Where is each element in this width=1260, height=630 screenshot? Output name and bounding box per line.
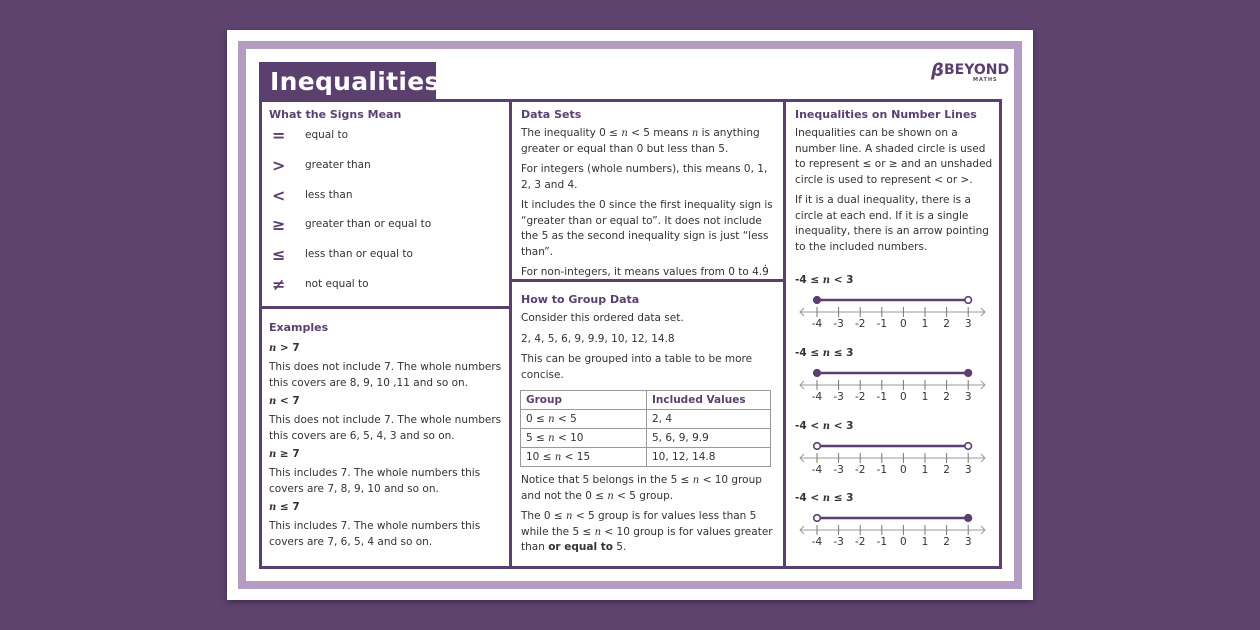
svg-text:1: 1 bbox=[921, 464, 929, 476]
example-item bbox=[269, 500, 505, 550]
signs-panel bbox=[259, 99, 512, 309]
group-data-final: The 0 ≤ n < 5 group is for values less than 5 while the 5 ≤ n < 10 group is for values greater than or equal to 5. bbox=[521, 510, 773, 553]
svg-text:-1: -1 bbox=[876, 391, 888, 403]
sign-label: greater than or equal to bbox=[305, 218, 432, 231]
svg-text:2: 2 bbox=[943, 391, 950, 403]
svg-text:2: 2 bbox=[943, 536, 950, 548]
group-data-p2: This can be grouped into a table to be more concise. bbox=[521, 353, 753, 381]
table-header-row bbox=[521, 391, 771, 410]
sign-symbol: ≤ bbox=[272, 245, 286, 265]
group-cell: 0 ≤ n < 5 bbox=[521, 410, 647, 429]
svg-text:3: 3 bbox=[964, 318, 972, 330]
example-text: This does not include 7. The whole numbers this covers are 6, 5, 4, 3 and so on. bbox=[269, 414, 502, 442]
example-inequality: n ≥ 7 bbox=[269, 448, 300, 460]
number-line-label: -4 < n ≤ 3 bbox=[795, 492, 854, 504]
number-lines-p2: If it is a dual inequality, there is a circle at each end. If it is a single inequality, there is an arrow pointing to the included numbers. bbox=[795, 194, 989, 253]
example-text: This includes 7. The whole numbers this covers are 7, 6, 5, 4 and so on. bbox=[269, 520, 481, 548]
svg-text:-4: -4 bbox=[811, 464, 823, 476]
svg-text:2: 2 bbox=[943, 318, 950, 330]
example-text: This includes 7. The whole numbers this covers are 7, 8, 9, 10 and so on. bbox=[269, 467, 481, 495]
example-inequality: n < 7 bbox=[269, 395, 300, 407]
example-item bbox=[269, 341, 505, 391]
example-item bbox=[269, 394, 505, 444]
page-title: Inequalities bbox=[259, 62, 436, 101]
example-text: This does not include 7. The whole numbers this covers are 8, 9, 10 ,11 and so on. bbox=[269, 361, 502, 389]
svg-text:-3: -3 bbox=[833, 391, 844, 403]
beyond-logo bbox=[931, 60, 1010, 84]
svg-text:-2: -2 bbox=[854, 464, 866, 476]
data-sets-p4: For non-integers, it means values from 0 to 4.9̇ bbox=[521, 266, 769, 278]
number-line bbox=[795, 438, 995, 478]
svg-text:-4: -4 bbox=[811, 391, 823, 403]
svg-text:-4: -4 bbox=[811, 536, 823, 548]
svg-text:1: 1 bbox=[921, 536, 929, 548]
sign-label: less than or equal to bbox=[305, 248, 413, 261]
example-inequality: n ≤ 7 bbox=[269, 501, 300, 513]
svg-text:0: 0 bbox=[900, 318, 907, 330]
sign-symbol: = bbox=[272, 126, 286, 145]
svg-text:-2: -2 bbox=[854, 391, 866, 403]
svg-text:1: 1 bbox=[921, 318, 929, 330]
values-cell: 5, 6, 9, 9.9 bbox=[647, 429, 771, 448]
svg-text:1: 1 bbox=[921, 391, 929, 403]
example-inequality: n > 7 bbox=[269, 342, 300, 354]
svg-text:3: 3 bbox=[964, 464, 972, 476]
data-sets-panel bbox=[509, 99, 786, 282]
sign-symbol: ≥ bbox=[272, 215, 286, 235]
svg-text:-3: -3 bbox=[833, 536, 844, 548]
table-header: Included Values bbox=[647, 391, 771, 410]
svg-text:-1: -1 bbox=[876, 464, 888, 476]
svg-text:0: 0 bbox=[900, 536, 907, 548]
svg-text:-3: -3 bbox=[833, 318, 844, 330]
signs-heading: What the Signs Mean bbox=[269, 108, 402, 121]
data-sets-p1: The inequality 0 ≤ n < 5 means n is anything greater or equal than 0 but less than 5. bbox=[521, 127, 760, 155]
logo-mark-icon: β bbox=[931, 60, 944, 81]
svg-text:-2: -2 bbox=[854, 536, 866, 548]
sign-label: less than bbox=[305, 188, 353, 201]
data-sets-p2: For integers (whole numbers), this means 0, 1, 2, 3 and 4. bbox=[521, 163, 768, 191]
logo-sub: MATHS bbox=[973, 77, 998, 83]
number-line-label: -4 ≤ n ≤ 3 bbox=[795, 347, 854, 359]
svg-text:0: 0 bbox=[900, 391, 907, 403]
table-row bbox=[521, 448, 771, 467]
number-line bbox=[795, 510, 995, 550]
group-cell: 10 ≤ n < 15 bbox=[521, 448, 647, 467]
sign-symbol: < bbox=[272, 185, 286, 205]
example-item bbox=[269, 447, 505, 497]
table-header: Group bbox=[521, 391, 647, 410]
group-data-p1: Consider this ordered data set. bbox=[521, 312, 684, 324]
svg-text:-1: -1 bbox=[876, 536, 888, 548]
svg-text:2: 2 bbox=[943, 464, 950, 476]
logo-word: BEYOND bbox=[944, 62, 1010, 78]
number-line bbox=[795, 365, 995, 405]
sign-label: greater than bbox=[305, 158, 371, 171]
table-row bbox=[521, 429, 771, 448]
number-line-label: -4 < n < 3 bbox=[795, 420, 854, 432]
data-sets-heading: Data Sets bbox=[521, 108, 582, 121]
data-sets-p3: It includes the 0 since the first inequality sign is “greater than or equal to”. It does not include the 5 as the second inequality sign is just “less than”. bbox=[521, 199, 773, 258]
group-data-notes bbox=[521, 473, 777, 556]
group-data-notice: Notice that 5 belongs in the 5 ≤ n < 10 group and not the 0 ≤ n < 5 group. bbox=[521, 474, 762, 502]
svg-text:-3: -3 bbox=[833, 464, 844, 476]
group-cell: 5 ≤ n < 10 bbox=[521, 429, 647, 448]
sign-symbol: ≠ bbox=[272, 275, 286, 294]
number-lines-heading: Inequalities on Number Lines bbox=[795, 108, 977, 121]
number-line-label: -4 ≤ n < 3 bbox=[795, 274, 854, 286]
svg-text:3: 3 bbox=[964, 391, 972, 403]
number-lines-p1: Inequalities can be shown on a number line. A shaded circle is used to represent ≤ or ≥ and an unshaded circle is used to represent < or >. bbox=[795, 127, 993, 186]
svg-text:3: 3 bbox=[964, 536, 972, 548]
number-line bbox=[795, 292, 995, 332]
table-row bbox=[521, 410, 771, 429]
svg-text:-1: -1 bbox=[876, 318, 888, 330]
values-cell: 10, 12, 14.8 bbox=[647, 448, 771, 467]
group-data-heading: How to Group Data bbox=[521, 293, 640, 306]
group-table bbox=[520, 390, 771, 467]
examples-heading: Examples bbox=[269, 321, 329, 334]
svg-text:0: 0 bbox=[900, 464, 907, 476]
sign-label: not equal to bbox=[305, 278, 369, 290]
svg-text:-2: -2 bbox=[854, 318, 866, 330]
group-data-dataset: 2, 4, 5, 6, 9, 9.9, 10, 12, 14.8 bbox=[521, 332, 675, 345]
sign-symbol: > bbox=[272, 155, 286, 175]
sign-label: equal to bbox=[305, 129, 349, 141]
svg-text:-4: -4 bbox=[811, 318, 823, 330]
examples-panel bbox=[259, 306, 512, 569]
values-cell: 2, 4 bbox=[647, 410, 771, 429]
